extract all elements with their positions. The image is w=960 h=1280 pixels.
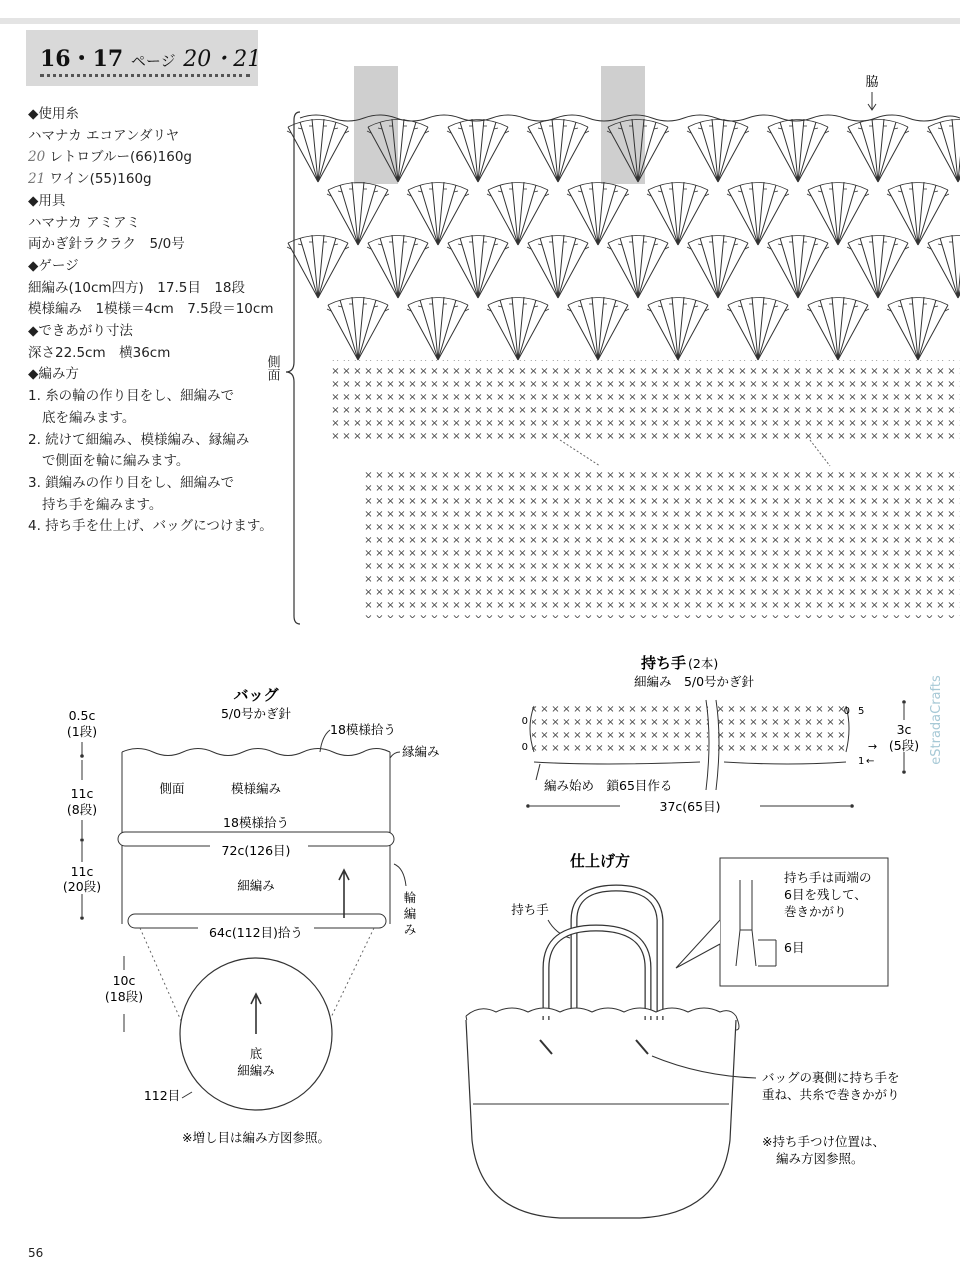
- gauge-1: 細編み(10cm四方) 17.5目 18段: [28, 279, 246, 296]
- dim-pattern-rows: (8段): [66, 802, 98, 817]
- pick-top-label: 18模様拾う: [330, 722, 396, 737]
- dim-bottom-rows: (18段): [104, 989, 144, 1004]
- shell-stitch: [287, 235, 349, 298]
- left-arrow-icon: ←: [866, 756, 875, 767]
- shell-stitch: [487, 297, 549, 360]
- step-1-line-1: 1. 糸の輪の作り目をし、細編みで: [28, 388, 235, 405]
- shell-stitch: [927, 119, 960, 182]
- stitch-chart: [265, 66, 960, 624]
- handle-label: 持ち手: [511, 902, 549, 917]
- size-heading: ◆できあがり寸法: [28, 323, 133, 340]
- shell-stitch: [927, 235, 960, 298]
- dim-edge-rows: (1段): [66, 724, 98, 739]
- handle-sc-right: [718, 704, 846, 752]
- bag-rim: [466, 1008, 736, 1016]
- tool-1: ハマナカ アミアミ: [28, 214, 141, 231]
- shell-stitch: [687, 119, 749, 182]
- finish-note-1: ※持ち手つけ位置は、: [762, 1134, 885, 1149]
- side-bracket: [286, 112, 300, 624]
- tools-heading: ◆用具: [28, 192, 66, 209]
- shell-stitch: [887, 182, 949, 245]
- shell-stitch: [407, 182, 469, 245]
- shell-stitch: [687, 235, 749, 298]
- handle-subtitle: 細編み 5/0号かぎ針: [633, 674, 755, 689]
- seam-arrow-icon: [868, 92, 876, 110]
- single-crochet-rows-upper: [330, 360, 960, 440]
- connector-lines: [560, 440, 830, 466]
- bottom-stitches: 112目: [143, 1088, 181, 1103]
- shell-stitch: [447, 235, 509, 298]
- step-1-line-2: 底を編みます。: [42, 409, 136, 426]
- row-0-left: 0: [521, 716, 528, 727]
- step-3-line-2: 持ち手を編みます。: [42, 496, 163, 513]
- gauge-2: 模様編み 1模様＝4cm 7.5段＝10cm: [28, 301, 274, 318]
- shell-stitch: [527, 119, 589, 182]
- header-pages-suffix: ページ: [130, 52, 176, 70]
- shell-stitch: [727, 297, 789, 360]
- up-arrow-icon: [339, 870, 349, 918]
- shell-stitch: [527, 235, 589, 298]
- shell-stitch: [847, 119, 909, 182]
- detail-line-1: 持ち手は両端の: [784, 870, 872, 885]
- page-number: 56: [28, 1246, 44, 1260]
- handle-height: 3c: [896, 722, 912, 737]
- finish-note-2: 編み方図参照。: [776, 1151, 864, 1166]
- row-5-label: 5: [858, 706, 865, 717]
- shell-stitch: [327, 182, 389, 245]
- step-4-line-1: 4. 持ち手を仕上げ、バッグにつけます。: [28, 518, 273, 535]
- dim-edge: 0.5c: [68, 708, 96, 723]
- shell-stitch: [807, 297, 869, 360]
- attach-line-1: バッグの裏側に持ち手を: [762, 1070, 900, 1085]
- bag-title: バッグ: [233, 686, 279, 704]
- bag-hook: 5/0号かぎ針: [220, 706, 292, 721]
- circumference-64: 64c(112目)拾う: [209, 925, 303, 940]
- dim-sc-rows: (20段): [62, 879, 102, 894]
- shell-stitch: [487, 182, 549, 245]
- shell-stitch: [727, 182, 789, 245]
- handle-height-rows: (5段): [888, 738, 920, 753]
- shell-stitch: [887, 297, 949, 360]
- six-stitches: 6目: [784, 940, 805, 955]
- shell-stitch: [567, 182, 629, 245]
- handle-sc-left: [532, 704, 708, 752]
- shell-stitch: [807, 182, 869, 245]
- header-pages: 16・17: [40, 46, 124, 72]
- single-crochet-rows-lower: [362, 466, 960, 618]
- shell-stitch: [847, 235, 909, 298]
- edge-scallop: [122, 749, 390, 756]
- attach-line-2: 重ね、共糸で巻きかがり: [762, 1087, 900, 1102]
- shell-stitch: [367, 235, 429, 298]
- shell-stitch: [647, 297, 709, 360]
- pick-mid-label: 18模様拾う: [223, 815, 289, 830]
- yarn-20: 20 レトロブルー(66)160g: [28, 149, 192, 166]
- shell-stitch: [647, 182, 709, 245]
- step-3-line-1: 3. 鎖編みの作り目をし、細編みで: [28, 474, 235, 491]
- pattern-label: 模様編み: [230, 781, 282, 796]
- row-1-label: 1: [858, 756, 865, 767]
- row-0-right: 0: [843, 706, 850, 717]
- method-heading: ◆編み方: [28, 366, 79, 383]
- finishing-illustration: [466, 852, 900, 1218]
- gauge-heading: ◆ゲージ: [28, 257, 79, 274]
- watermark: eStradaCrafts: [929, 675, 944, 765]
- step-2-line-2: で側面を輪に編みます。: [42, 453, 190, 470]
- header-items: 20・21: [183, 47, 262, 72]
- detail-line-2: 6目を残して、: [784, 887, 867, 902]
- detail-line-3: 巻きかがり: [784, 904, 847, 919]
- handle-length: 37c(65目): [659, 799, 721, 814]
- edge-label: 縁編み: [402, 744, 440, 759]
- circumference-72: 72c(126目): [221, 843, 291, 858]
- shell-stitch: [767, 119, 829, 182]
- handle-start-label: 編み始め 鎖65目作る: [544, 778, 673, 793]
- dim-pattern: 11c: [70, 786, 94, 801]
- bottom-label: 底: [249, 1046, 263, 1061]
- bag-note: ※増し目は編み方図参照。: [182, 1130, 330, 1145]
- yarn-21: 21 ワイン(55)160g: [28, 171, 152, 188]
- row-0-left-lower: 0: [521, 742, 528, 753]
- dim-bottom: 10c: [112, 973, 136, 988]
- tool-2: 両かぎ針ラクラク 5/0号: [28, 236, 185, 253]
- round-label-2: 編: [403, 906, 417, 921]
- handle-position-marker: [354, 66, 398, 184]
- finished-size: 深さ22.5cm 横36cm: [28, 344, 171, 361]
- shell-stitch: [767, 235, 829, 298]
- shell-stitch: [327, 297, 389, 360]
- step-2-line-1: 2. 続けて細編み、模様編み、縁編み: [28, 431, 250, 448]
- side-label: 側面: [264, 355, 280, 381]
- handle-chart: [522, 654, 919, 814]
- yarn-heading: ◆使用糸: [28, 106, 79, 122]
- handle-count: (2本): [688, 656, 719, 671]
- right-arrow-icon: →: [868, 740, 878, 753]
- shell-stitch: [567, 297, 629, 360]
- bag-schematic: [63, 686, 440, 1145]
- finish-title: 仕上げ方: [569, 852, 631, 870]
- shell-stitch: [607, 235, 669, 298]
- bottom-sc-label: 細編み: [237, 1063, 275, 1078]
- sc-label: 細編み: [237, 878, 275, 893]
- shell-stitch: [287, 119, 349, 182]
- handle-title: 持ち手: [640, 654, 686, 672]
- side-label-bag: 側面: [159, 781, 185, 796]
- round-label-1: 輪: [403, 890, 417, 905]
- handle-position-marker: [601, 66, 645, 184]
- shell-stitch: [447, 119, 509, 182]
- yarn-brand: ハマナカ エコアンダリヤ: [28, 127, 180, 144]
- seam-label: 脇: [865, 75, 879, 90]
- round-label-3: み: [403, 922, 417, 937]
- bag-body: [466, 1020, 736, 1218]
- shell-stitch: [407, 297, 469, 360]
- dim-sc: 11c: [70, 864, 94, 879]
